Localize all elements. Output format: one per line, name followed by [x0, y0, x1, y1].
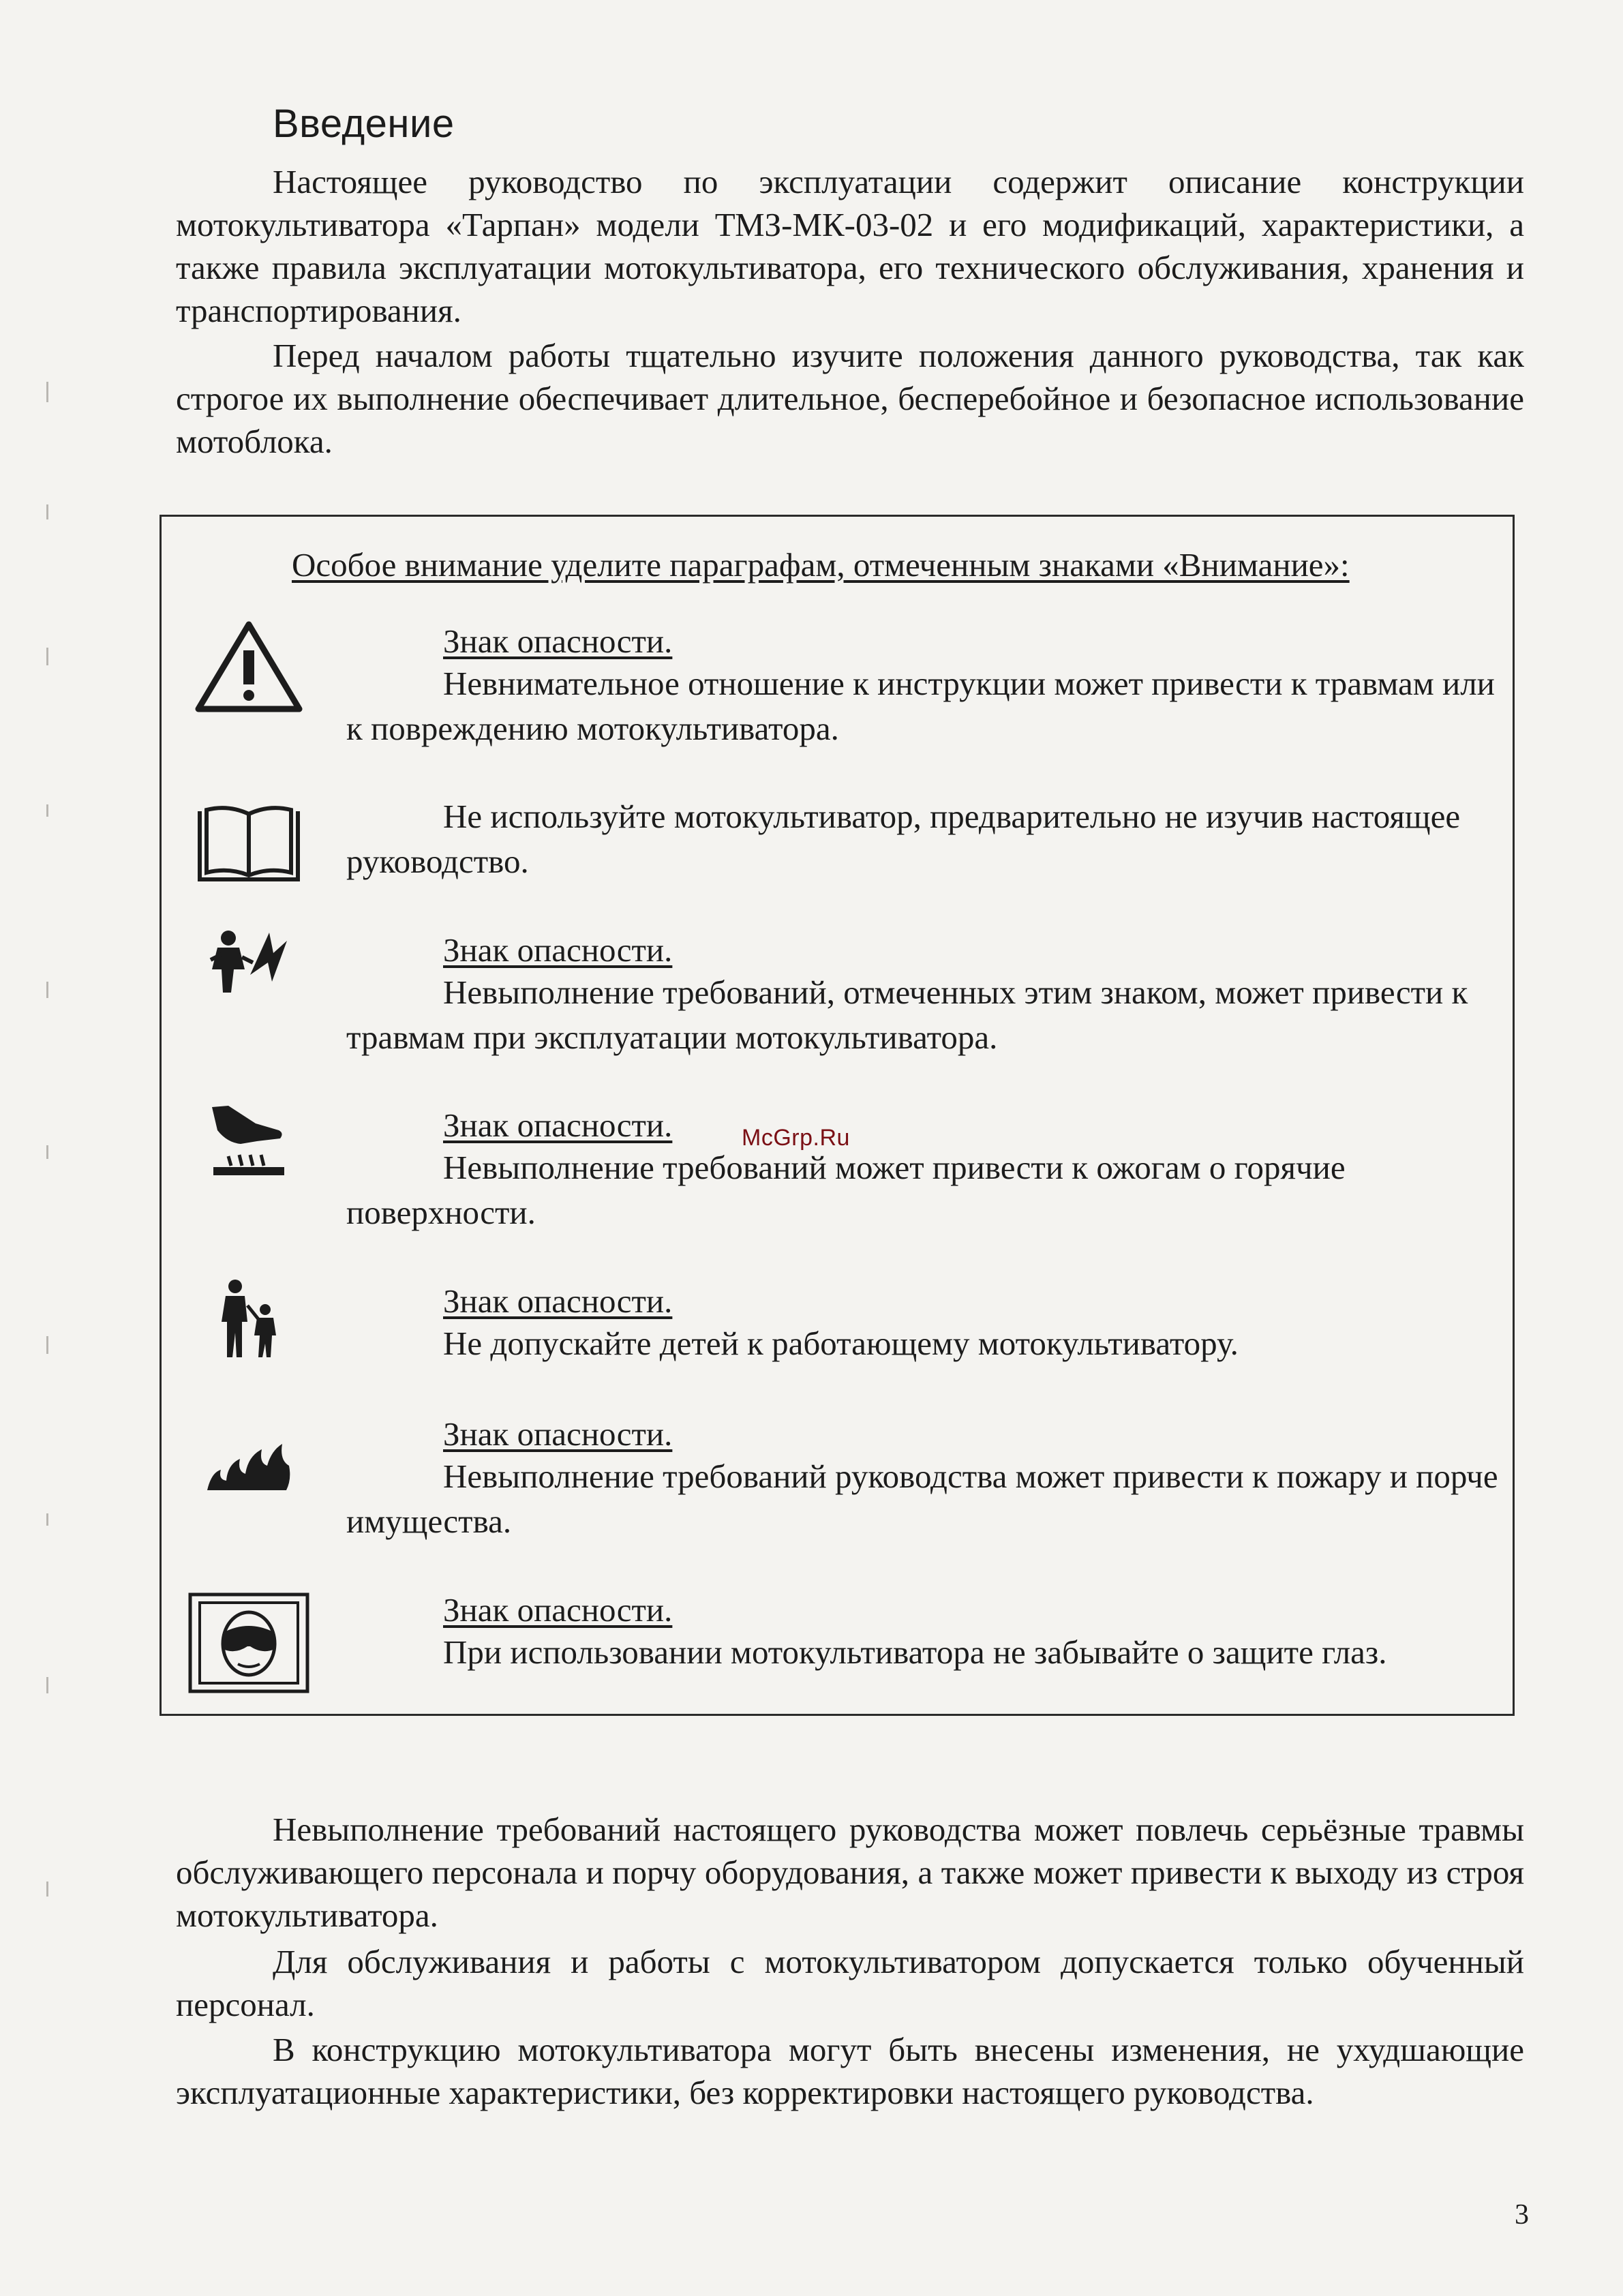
- warning-box-title: Особое внимание уделите параграфам, отмеченным знаками «Внимание»:: [292, 546, 1350, 584]
- closing-paragraph-1: Невыполнение требований настоящего руководства может повлечь серьёзные травмы обслуживающего персонала и порчу оборудования, а также может привести к выходу из строя мотокультиватора.: [176, 1811, 1524, 1934]
- sign-5-title: Знак опасности.: [443, 1282, 673, 1320]
- watermark: McGrp.Ru: [742, 1125, 850, 1151]
- intro-paragraph-2: Перед началом работы тщательно изучите положения данного руководства, так как строгое их выполнение обеспечивает длительное, бесперебойное и безопасное использование мотоблока.: [176, 337, 1524, 460]
- page-number: 3: [1515, 2199, 1529, 2231]
- eye-protection-icon: [187, 1592, 310, 1697]
- sign-7-title: Знак опасности.: [443, 1591, 673, 1629]
- rotating-blade-injury-icon: [208, 927, 290, 1006]
- hot-surface-hand-icon: [208, 1103, 290, 1181]
- intro-paragraph-1: Настоящее руководство по эксплуатации содержит описание конструкции мотокультиватора «Тарпан» модели ТМЗ-МК-03-02 и его модификаций, характеристики, а также правила эксплуатации мотокультиватора, его технического обслуживания, хранения и транспортирования.: [176, 163, 1524, 329]
- sign-3-text: Невыполнение требований, отмеченных этим знаком, может привести к травмам при эксплуатации мотокультиватора.: [346, 973, 1468, 1056]
- sign-2-text: Не используйте мотокультиватор, предварительно не изучив настоящее руководство.: [346, 798, 1461, 880]
- closing-paragraph-3: В конструкцию мотокультиватора могут быть внесены изменения, не ухудшающие эксплуатационные характеристики, без корректировки настоящего руководства.: [176, 2031, 1524, 2111]
- closing-paragraph-2: Для обслуживания и работы с мотокультиватором допускается только обученный персонал.: [176, 1943, 1524, 2023]
- sign-1-title: Знак опасности.: [443, 622, 673, 660]
- section-heading: Введение: [273, 102, 455, 146]
- scan-edge-marks: [41, 382, 55, 2086]
- sign-4-text: Невыполнение требований может привести к ожогам о горячие поверхности.: [346, 1149, 1346, 1231]
- sign-1-text: Невнимательное отношение к инструкции может привести к травмам или к повреждению мотокультиватора.: [346, 665, 1495, 747]
- adult-and-child-icon: [215, 1278, 283, 1363]
- sign-4-title: Знак опасности.: [443, 1106, 673, 1144]
- sign-6-title: Знак опасности.: [443, 1415, 673, 1453]
- sign-3-title: Знак опасности.: [443, 931, 673, 969]
- open-book-icon: [194, 804, 303, 890]
- sign-5-text: Не допускайте детей к работающему мотокультиватору.: [443, 1325, 1239, 1362]
- warning-triangle-icon: [194, 620, 303, 716]
- sign-7-text: При использовании мотокультиватора не забывайте о защите глаз.: [443, 1633, 1387, 1671]
- fire-icon: [204, 1438, 293, 1496]
- sign-6-text: Невыполнение требований руководства может привести к пожару и порче имущества.: [346, 1457, 1498, 1540]
